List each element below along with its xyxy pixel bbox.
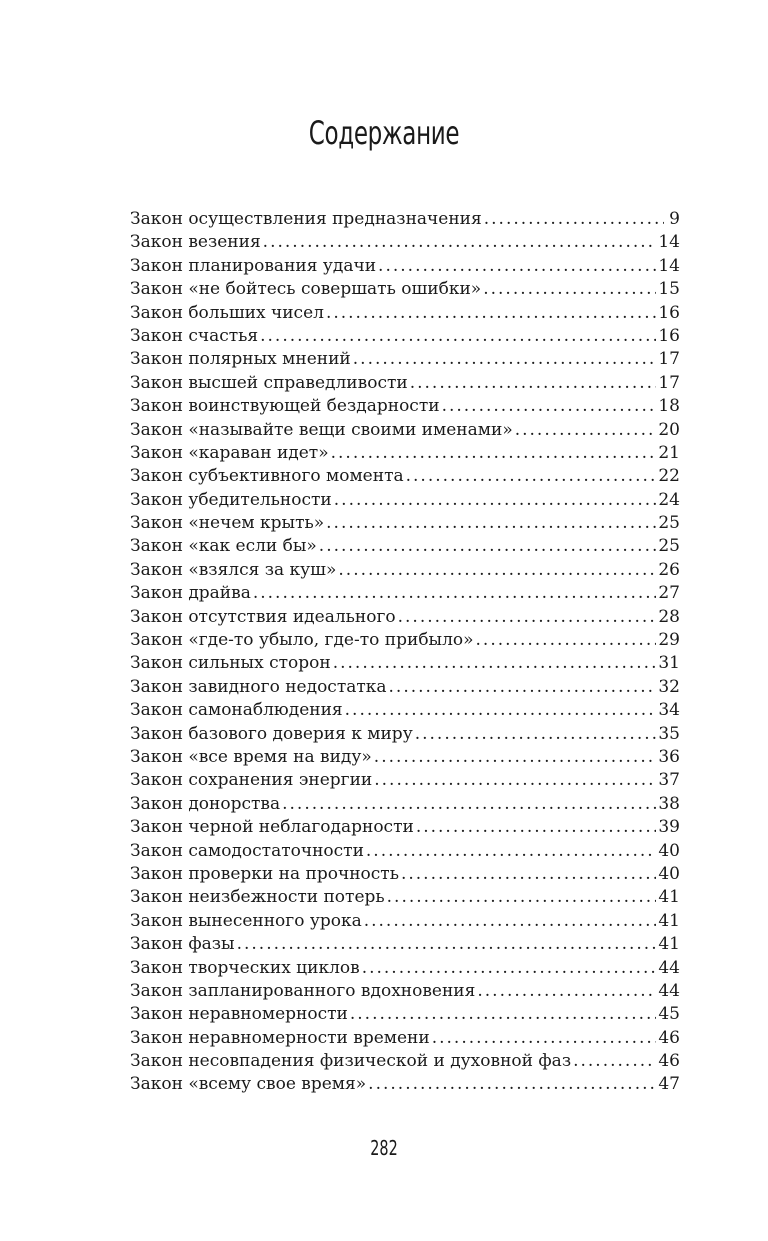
dot-leader xyxy=(326,512,656,535)
toc-entry[interactable] xyxy=(130,1073,680,1096)
dot-leader xyxy=(263,231,657,254)
page-number: 282 xyxy=(370,1136,398,1160)
toc-entry[interactable] xyxy=(130,325,680,348)
toc-entry-label: Закон планирования удачи xyxy=(130,255,377,276)
toc-entry-page: 44 xyxy=(658,980,680,1001)
dot-leader xyxy=(387,886,657,909)
toc-entry[interactable] xyxy=(130,535,680,558)
toc-entry-page: 26 xyxy=(658,559,680,580)
dot-leader xyxy=(364,910,657,933)
toc-entry[interactable] xyxy=(130,442,680,465)
toc-entry[interactable] xyxy=(130,816,680,839)
toc-entry-page: 37 xyxy=(658,770,680,791)
toc-entry-page: 40 xyxy=(658,840,680,861)
toc-entry-label: Закон донорства xyxy=(130,793,281,814)
toc-entry-page: 16 xyxy=(658,302,680,323)
toc-entry[interactable] xyxy=(130,465,680,488)
toc-entry-page: 16 xyxy=(658,325,680,346)
toc-entry[interactable] xyxy=(130,652,680,675)
toc-entry-page: 41 xyxy=(658,887,680,908)
toc-entry-page: 36 xyxy=(658,746,680,767)
dot-leader xyxy=(253,582,657,605)
dot-leader xyxy=(350,1003,657,1026)
toc-entry-page: 14 xyxy=(658,232,680,253)
toc-entry-page: 47 xyxy=(658,1074,680,1095)
toc-entry[interactable] xyxy=(130,699,680,722)
toc-entry[interactable] xyxy=(130,933,680,956)
toc-entry-page: 24 xyxy=(658,489,680,510)
toc-entry-page: 34 xyxy=(658,700,680,721)
toc-entry-label: Закон запланированного вдохновения xyxy=(130,980,476,1001)
toc-entry-label: Закон несовпадения физической и духовной фаз xyxy=(130,1051,572,1072)
toc-entry[interactable] xyxy=(130,1050,680,1073)
toc-entry[interactable] xyxy=(130,629,680,652)
toc-entry-label: Закон проверки на прочность xyxy=(130,863,399,884)
toc-entry-label: Закон больших чисел xyxy=(130,302,324,323)
toc-entry-label: Закон неизбежности потерь xyxy=(130,887,385,908)
toc-entry-page: 9 xyxy=(669,209,680,229)
dot-leader xyxy=(477,980,656,1003)
toc-entry-label: Закон воинствующей бездарности xyxy=(130,396,440,417)
toc-entry-label: Закон осуществления предназначения xyxy=(130,209,482,229)
toc-entry-page: 17 xyxy=(658,349,680,370)
toc-entry-label: Закон «все время на виду» xyxy=(130,746,372,767)
toc-entry[interactable] xyxy=(130,372,680,395)
toc-entry[interactable] xyxy=(130,606,680,629)
toc-entry-page: 31 xyxy=(658,653,680,674)
dot-leader xyxy=(442,395,657,418)
dot-leader xyxy=(362,957,657,980)
dot-leader xyxy=(374,746,657,769)
toc-entry-page: 21 xyxy=(658,442,680,463)
toc-entry[interactable] xyxy=(130,863,680,886)
toc-entry[interactable] xyxy=(130,559,680,582)
toc-entry-page: 18 xyxy=(658,396,680,417)
dot-leader xyxy=(378,255,656,278)
toc-entry[interactable] xyxy=(130,512,680,535)
toc-entry-page: 28 xyxy=(658,606,680,627)
toc-entry[interactable] xyxy=(130,957,680,980)
dot-leader xyxy=(406,465,657,488)
table-of-contents xyxy=(130,208,680,1097)
toc-entry-label: Закон «всему свое время» xyxy=(130,1074,367,1095)
toc-entry-page: 25 xyxy=(658,513,680,534)
toc-entry-label: Закон субъективного момента xyxy=(130,466,404,487)
dot-leader xyxy=(374,769,656,792)
toc-entry[interactable] xyxy=(130,255,680,278)
toc-entry-label: Закон самонаблюдения xyxy=(130,700,343,721)
toc-entry[interactable] xyxy=(130,723,680,746)
dot-leader xyxy=(319,535,657,558)
toc-entry-page: 32 xyxy=(658,676,680,697)
dot-leader xyxy=(515,419,657,442)
dot-leader xyxy=(366,840,656,863)
toc-entry-page: 39 xyxy=(658,817,680,838)
toc-entry-label: Закон завидного недостатка xyxy=(130,676,387,697)
toc-entry-page: 27 xyxy=(658,583,680,604)
toc-entry-label: Закон фазы xyxy=(130,934,235,955)
toc-entry-label: Закон везения xyxy=(130,232,261,253)
toc-entry-page: 14 xyxy=(658,255,680,276)
toc-entry-label: Закон счастья xyxy=(130,325,259,346)
toc-entry-label: Закон драйва xyxy=(130,583,251,604)
dot-leader xyxy=(484,208,664,231)
toc-entry[interactable] xyxy=(130,746,680,769)
toc-entry[interactable] xyxy=(130,208,680,231)
toc-entry-page: 20 xyxy=(658,419,680,440)
toc-entry-label: Закон высшей справедливости xyxy=(130,372,408,393)
page-title: Содержание xyxy=(308,114,460,153)
toc-entry[interactable] xyxy=(130,910,680,933)
toc-entry-label: Закон убедительности xyxy=(130,489,332,510)
toc-entry-label: Закон самодостаточности xyxy=(130,840,364,861)
toc-entry-label: Закон неравномерности времени xyxy=(130,1027,430,1048)
toc-entry-label: Закон творческих циклов xyxy=(130,957,360,978)
toc-entry[interactable] xyxy=(130,348,680,371)
toc-entry[interactable] xyxy=(130,1003,680,1026)
toc-entry-label: Закон «где-то убыло, где-то прибыло» xyxy=(130,630,474,651)
toc-entry-page: 41 xyxy=(658,934,680,955)
toc-entry-label: Закон «как если бы» xyxy=(130,536,317,557)
dot-leader xyxy=(260,325,656,348)
toc-entry-page: 40 xyxy=(658,863,680,884)
dot-leader xyxy=(282,793,656,816)
toc-entry-label: Закон неравномерности xyxy=(130,1004,348,1025)
toc-entry[interactable] xyxy=(130,676,680,699)
toc-entry[interactable] xyxy=(130,419,680,442)
dot-leader xyxy=(398,606,657,629)
toc-entry-page: 45 xyxy=(658,1004,680,1025)
toc-entry-page: 25 xyxy=(658,536,680,557)
dot-leader xyxy=(326,302,656,325)
dot-leader xyxy=(345,699,657,722)
toc-entry-label: Закон «караван идет» xyxy=(130,442,329,463)
toc-entry-page: 38 xyxy=(658,793,680,814)
dot-leader xyxy=(432,1027,657,1050)
toc-entry-label: Закон сохранения энергии xyxy=(130,770,373,791)
toc-entry[interactable] xyxy=(130,980,680,1003)
dot-leader xyxy=(237,933,657,956)
toc-entry[interactable] xyxy=(130,489,680,512)
toc-entry[interactable] xyxy=(130,582,680,605)
toc-entry-label: Закон полярных мнений xyxy=(130,349,351,370)
dot-leader xyxy=(573,1050,656,1073)
toc-entry-label: Закон вынесенного урока xyxy=(130,910,362,931)
dot-leader xyxy=(331,442,657,465)
toc-entry[interactable] xyxy=(130,395,680,418)
toc-entry-label: Закон черной неблагодарности xyxy=(130,817,414,838)
toc-entry[interactable] xyxy=(130,1027,680,1050)
toc-entry[interactable] xyxy=(130,793,680,816)
toc-entry-label: Закон базового доверия к миру xyxy=(130,723,413,744)
toc-entry[interactable] xyxy=(130,886,680,909)
dot-leader xyxy=(338,559,656,582)
dot-leader xyxy=(476,629,657,652)
toc-entry-page: 35 xyxy=(658,723,680,744)
toc-entry[interactable] xyxy=(130,302,680,325)
toc-entry-label: Закон отсутствия идеального xyxy=(130,606,396,627)
toc-entry-page: 46 xyxy=(658,1051,680,1072)
dot-leader xyxy=(333,652,657,675)
dot-leader xyxy=(389,676,657,699)
dot-leader xyxy=(410,372,657,395)
toc-entry-page: 17 xyxy=(658,372,680,393)
toc-entry-page: 44 xyxy=(658,957,680,978)
dot-leader xyxy=(368,1073,656,1096)
toc-entry[interactable] xyxy=(130,840,680,863)
dot-leader xyxy=(401,863,656,886)
toc-entry-label: Закон «нечем крыть» xyxy=(130,513,325,534)
toc-entry-label: Закон «называйте вещи своими именами» xyxy=(130,419,513,440)
toc-entry[interactable] xyxy=(130,231,680,254)
toc-entry-page: 29 xyxy=(658,630,680,651)
dot-leader xyxy=(334,489,657,512)
toc-entry-page: 46 xyxy=(658,1027,680,1048)
toc-entry-label: Закон «взялся за куш» xyxy=(130,559,337,580)
toc-entry-label: Закон «не бойтесь совершать ошибки» xyxy=(130,279,482,300)
toc-entry-page: 22 xyxy=(658,466,680,487)
toc-entry[interactable] xyxy=(130,278,680,301)
dot-leader xyxy=(353,348,657,371)
dot-leader xyxy=(483,278,656,301)
dot-leader xyxy=(416,816,657,839)
toc-entry-label: Закон сильных сторон xyxy=(130,653,331,674)
toc-entry[interactable] xyxy=(130,769,680,792)
toc-entry-page: 41 xyxy=(658,910,680,931)
toc-entry-page: 15 xyxy=(658,279,680,300)
dot-leader xyxy=(415,723,657,746)
